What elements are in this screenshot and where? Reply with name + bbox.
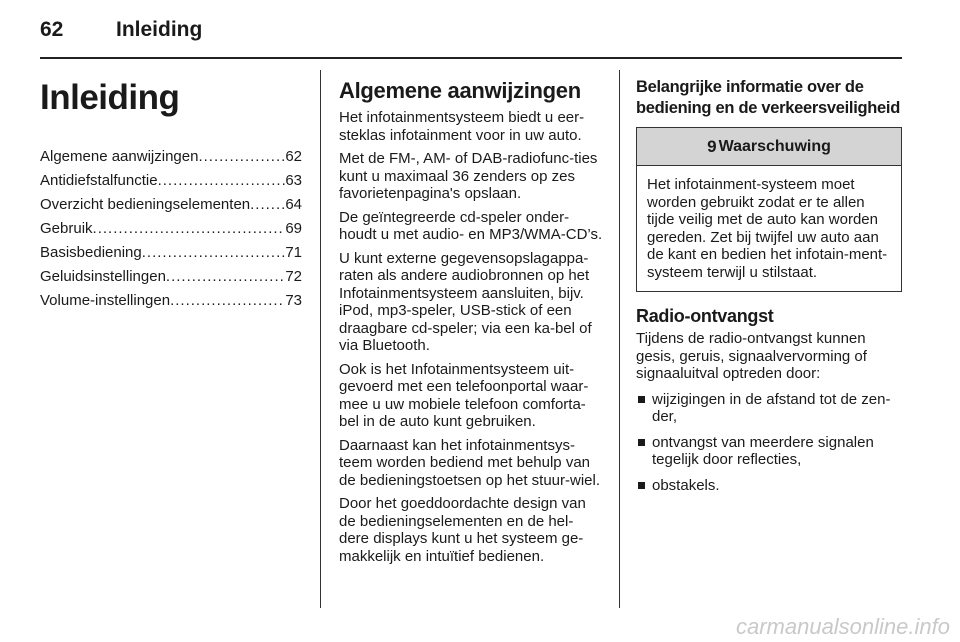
radio-bullet-list (636, 391, 902, 495)
warning-title: Waarschuwing (718, 137, 831, 155)
watermark: carmanualsonline.info (735, 614, 950, 639)
general-column (339, 70, 603, 571)
list-item-text: ontvangst van meerdere signalen tegelijk door reflecties, (652, 433, 874, 468)
toc-entry-label: Overzicht bedieningselementen (40, 196, 251, 213)
toc-entry-label: Basisbediening (40, 244, 142, 261)
header-rule (40, 57, 902, 59)
toc-entry[interactable] (40, 220, 302, 244)
warning-box (636, 127, 902, 292)
body-paragraph: Het infotainmentsysteem biedt u eer-steklas infotainment voor in uw auto. (339, 109, 585, 144)
warning-header (637, 128, 901, 166)
safety-title: Belangrijke informatie over de bediening en de verkeersveiligheid (636, 78, 900, 117)
toc-entry-label: Gebruik (40, 220, 93, 237)
body-paragraph: Door het goeddoordachte design van de bedieningselementen en de hel-dere displays kunt u het systeem ge-makkelijk en intuïtief bedienen. (339, 495, 586, 565)
column-divider (619, 70, 620, 608)
safety-column (636, 70, 902, 502)
body-paragraph: De geïntegreerde cd-speler onder-houdt u met audio- en MP3/WMA-CD’s. (339, 208, 603, 243)
list-item-text: obstakels. (652, 476, 720, 494)
bullet-icon (638, 482, 645, 489)
radio-title: Radio-ontvangst (636, 306, 774, 326)
column-divider (320, 70, 321, 608)
warning-text: Het infotainment-systeem moet worden gebruikt zodat er te allen tijde veilig met de auto kan worden gereden. Zet bij twijfel uw auto aan de kant en bedien het infotain-ment-systeem terwijl u stilstaat. (647, 176, 888, 281)
toc-entry-label: Volume-instellingen (40, 292, 171, 309)
body-paragraph: Daarnaast kan het infotainmentsys-teem worden bediend met behulp van de bedieningstoetsen op het stuur-wiel. (339, 436, 601, 489)
toc-entry[interactable] (40, 196, 302, 220)
toc-column (40, 70, 302, 316)
page-header (40, 18, 902, 58)
toc-entry-page: 73 (285, 292, 302, 309)
bullet-icon (638, 439, 645, 446)
toc-entry-label: Geluidsinstellingen (40, 268, 166, 285)
radio-section (636, 306, 902, 494)
toc-entry-label: Algemene aanwijzingen (40, 148, 199, 165)
toc-entry-page: 63 (285, 172, 302, 189)
list-item (636, 477, 902, 495)
toc-entry-page: 69 (285, 220, 302, 237)
page-number: 62 (40, 18, 64, 41)
toc-entry-page: 62 (285, 148, 302, 165)
section-title: Algemene aanwijzingen (339, 78, 581, 103)
table-of-contents (40, 148, 302, 316)
toc-entry[interactable] (40, 244, 302, 268)
toc-entry[interactable] (40, 172, 302, 196)
list-item (636, 434, 902, 469)
warning-icon: 9 (707, 136, 717, 156)
radio-intro: Tijdens de radio-ontvangst kunnen gesis, geruis, signaalvervorming of signaaluitval optreden door: (636, 330, 867, 382)
body-paragraph: U kunt externe gegevensopslagappa-raten als andere audiobronnen op het Infotainmentsysteem aansluiten, bijv. iPod, mp3-speler, USB-stick of een draagbare cd-speler; via een ka-bel of via Bluetooth. (339, 249, 592, 354)
running-title: Inleiding (116, 18, 203, 41)
warning-body (637, 166, 901, 291)
body-paragraph: Met de FM-, AM- of DAB-radiofunc-ties kunt u maximaal 36 zenders op zes favorietenpagina's opslaan. (339, 150, 598, 202)
toc-entry-page: 72 (285, 268, 302, 285)
list-item-text: wijzigingen in de afstand tot de zen-der, (652, 390, 891, 425)
chapter-title: Inleiding (40, 78, 180, 117)
toc-entry-label: Antidiefstalfunctie (40, 172, 158, 189)
toc-entry[interactable] (40, 148, 302, 172)
toc-entry-page: 71 (285, 244, 302, 261)
bullet-icon (638, 396, 645, 403)
toc-entry[interactable] (40, 292, 302, 316)
toc-entry[interactable] (40, 268, 302, 292)
body-paragraph: Ook is het Infotainmentsysteem uit-gevoerd met een telefoonportal waar-mee u uw mobiele telefoon comforta-bel in de auto kunt gebruiken. (339, 360, 589, 430)
list-item (636, 391, 902, 426)
toc-entry-page: 64 (285, 196, 302, 213)
